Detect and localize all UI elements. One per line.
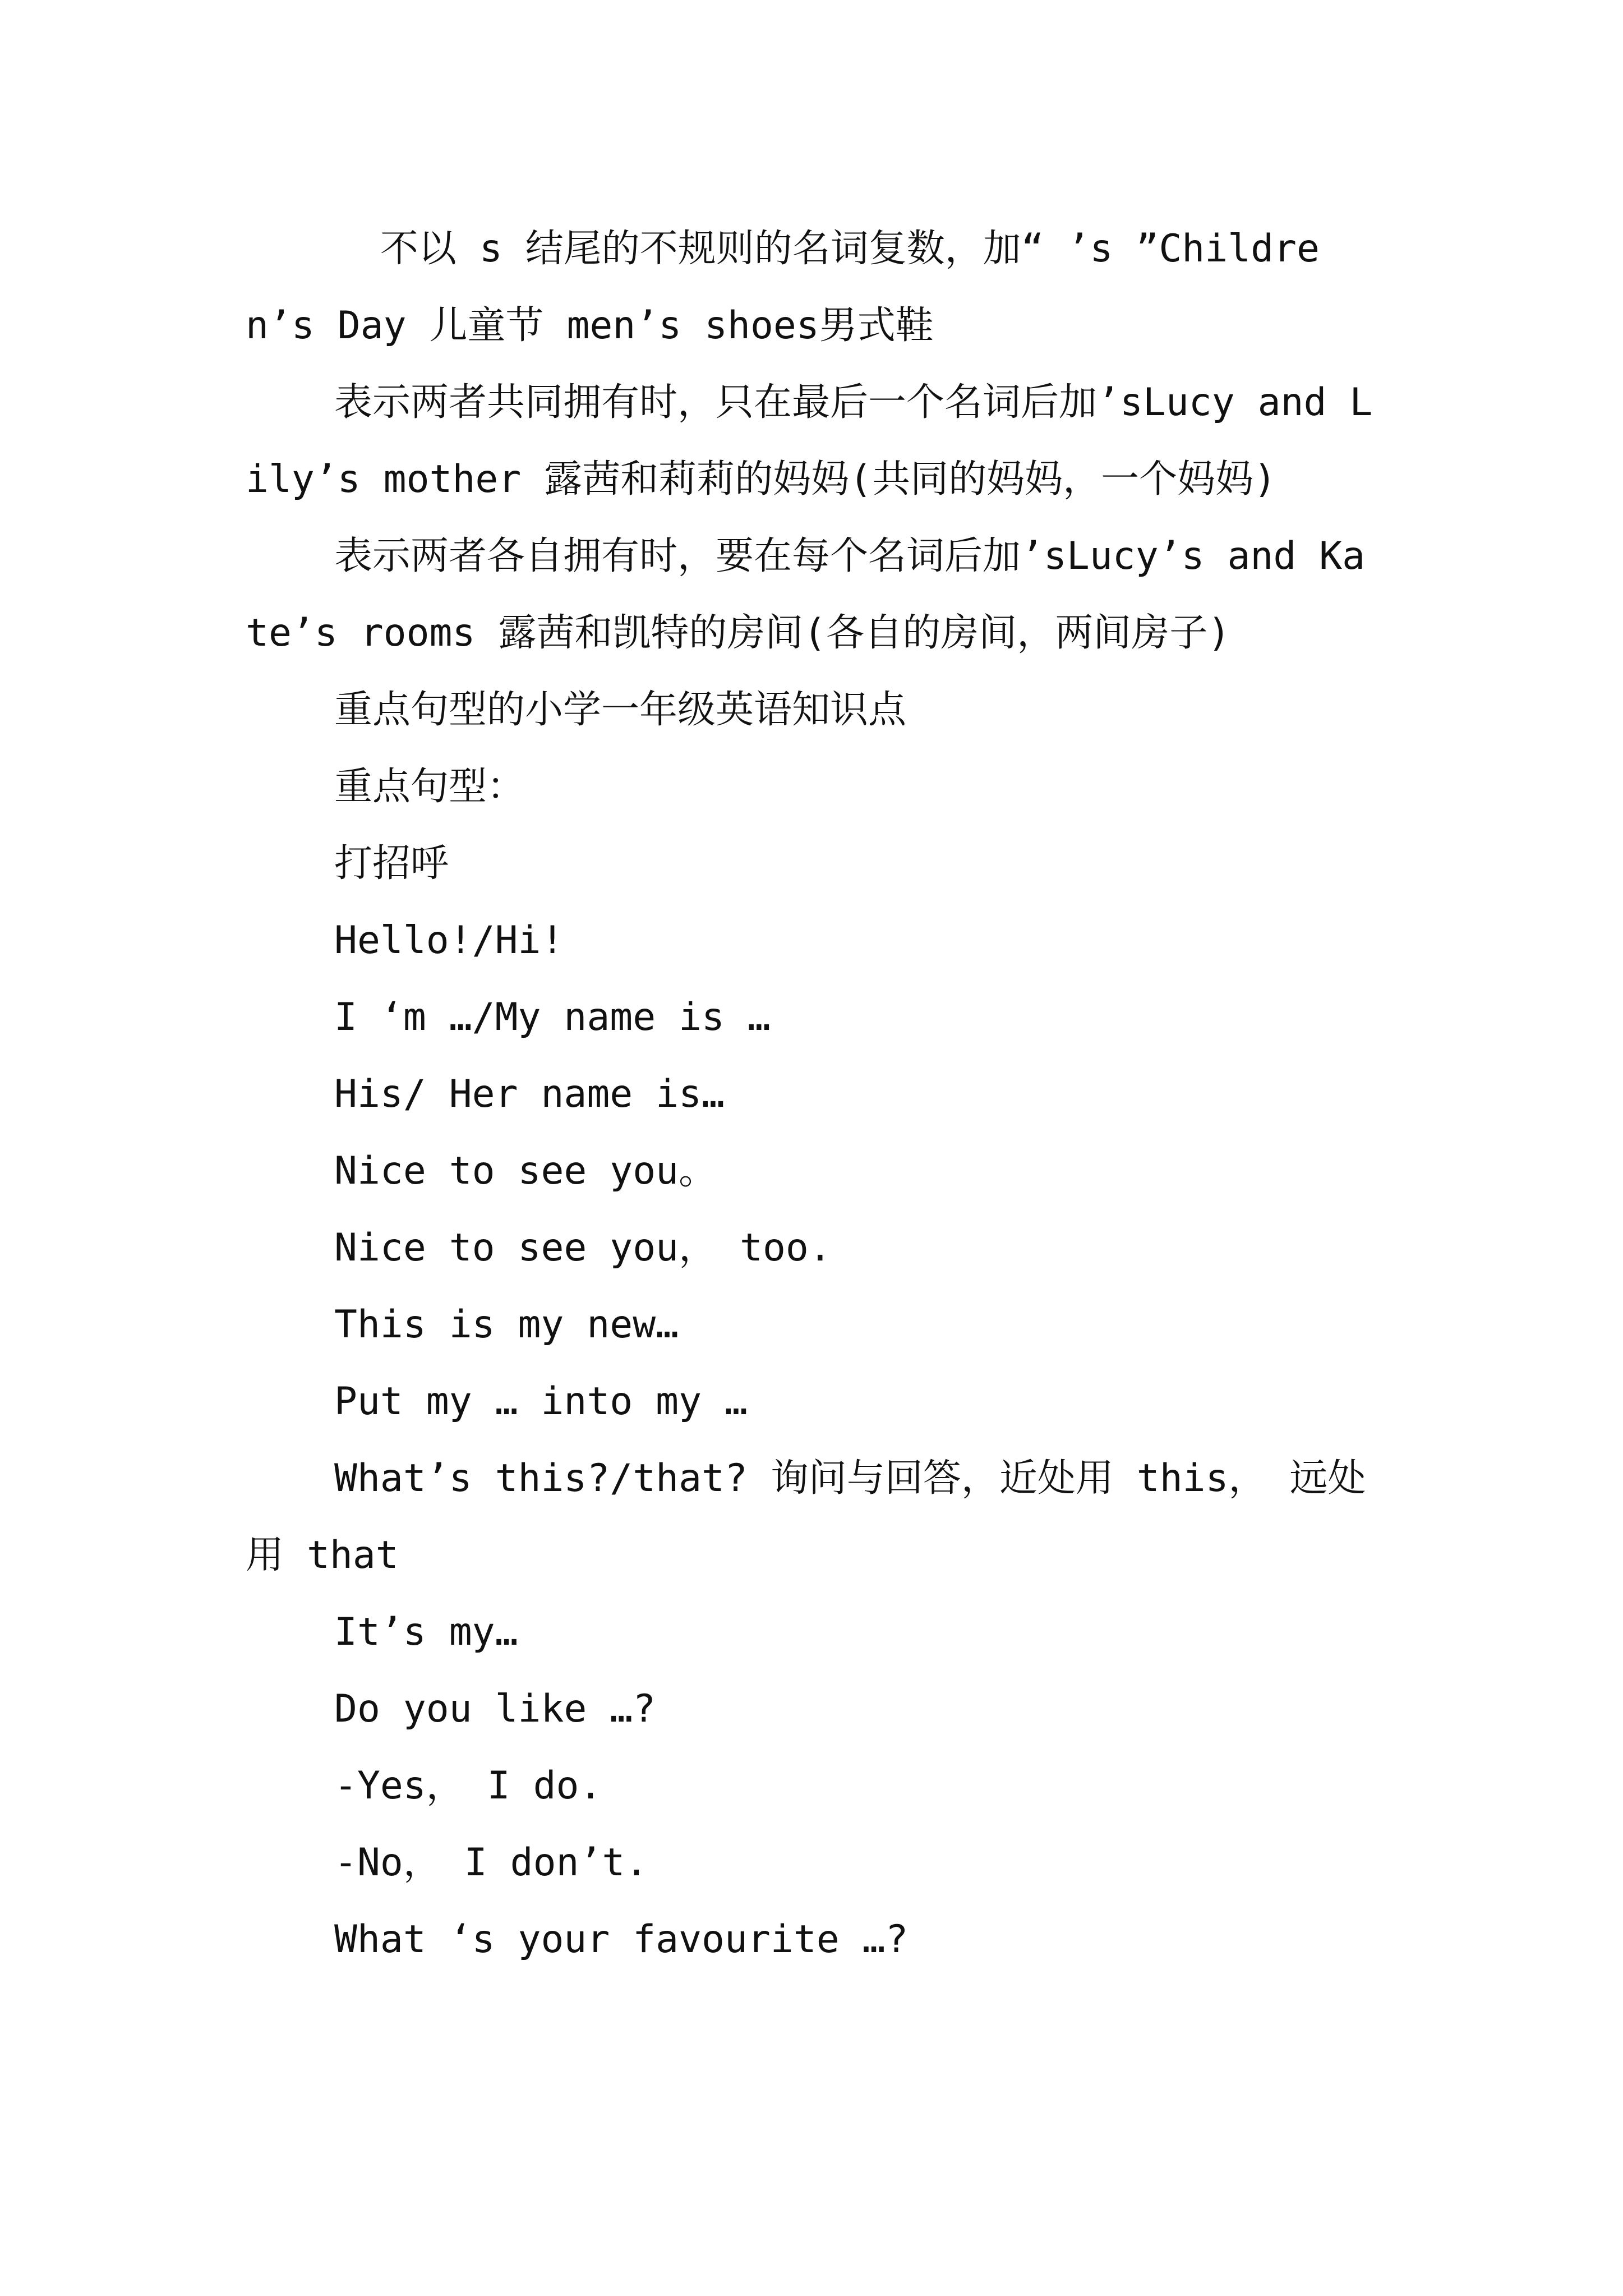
sentence-line: Nice to see you。 xyxy=(334,1149,717,1193)
sentence-line: What ‘s your favourite …? xyxy=(334,1917,909,1962)
sentence-line: -No， I don’t. xyxy=(334,1841,648,1885)
sentence-line: His/ Her name is… xyxy=(334,1072,725,1116)
paragraph-separate-possession: 表示两者各自拥有时，要在每个名词后加’sLucy’s and Kate’s rooms 露茜和凯特的房间(各自的房间，两间房子) xyxy=(246,534,1366,655)
sentence-line: Do you like …? xyxy=(334,1687,656,1731)
section-heading: 重点句型的小学一年级英语知识点 xyxy=(334,688,907,732)
sentence-line: -Yes， I do. xyxy=(334,1764,602,1808)
document-body xyxy=(246,210,1384,1978)
paragraph-joint-possession: 表示两者共同拥有时，只在最后一个名词后加’sLucy and Lily’s mother 露茜和莉莉的妈妈(共同的妈妈，一个妈妈) xyxy=(246,380,1373,501)
sentence-line: It’s my… xyxy=(334,1610,518,1654)
sentence-line: Put my … into my … xyxy=(334,1379,748,1424)
sentence-line: I ‘m …/My name is … xyxy=(334,995,771,1039)
sentence-line: Nice to see you， too. xyxy=(334,1226,832,1270)
subheading-greetings: 打招呼 xyxy=(334,841,449,886)
sentence-line: Hello!/Hi! xyxy=(334,918,564,963)
subheading-key-sentences: 重点句型： xyxy=(334,765,525,809)
sentence-line: This is my new… xyxy=(334,1303,679,1347)
paragraph-irregular-plural: 不以 s 结尾的不规则的名词复数，加“ ’s ”Children’s Day 儿童节 men’s shoes男式鞋 xyxy=(246,227,1320,348)
sentence-line: What’s this?/that? 询问与回答，近处用 this， 远处用 that xyxy=(246,1456,1366,1577)
